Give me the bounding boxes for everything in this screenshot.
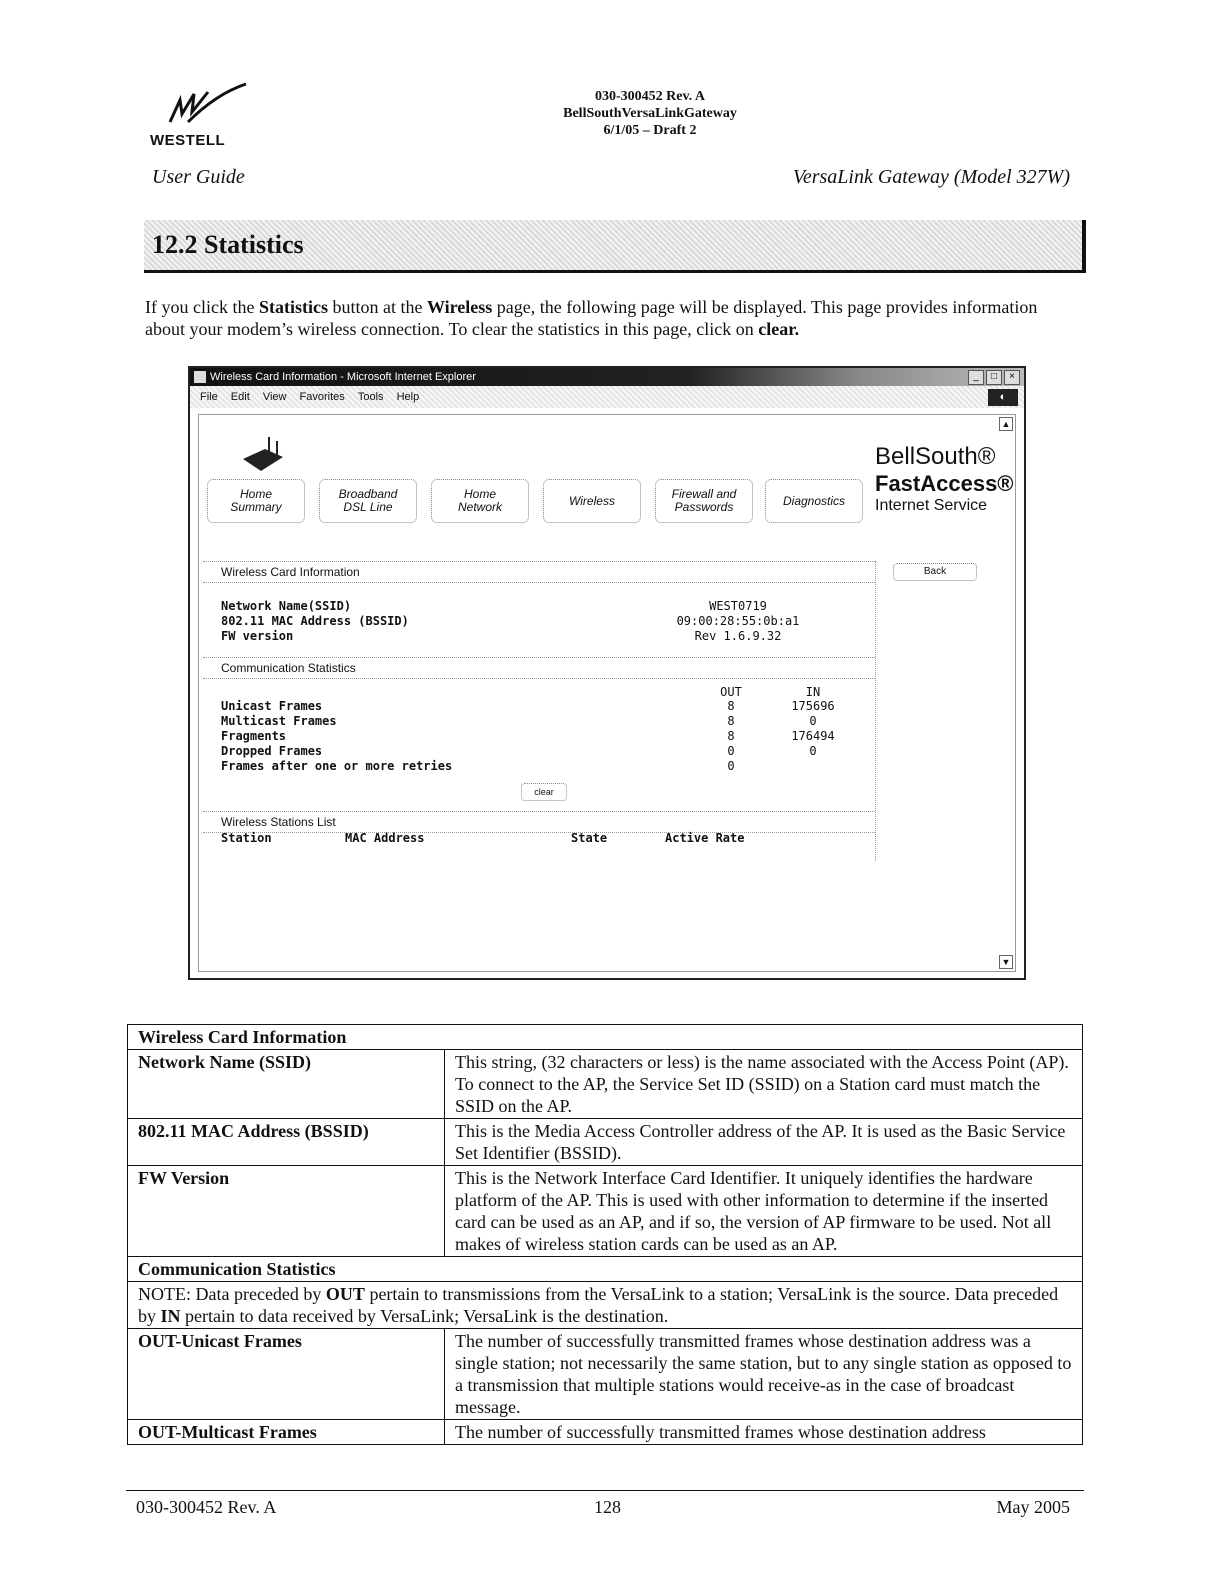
menu-bar <box>190 386 1024 408</box>
logo-text: WESTELL <box>150 132 226 149</box>
close-icon[interactable]: × <box>1004 370 1020 385</box>
doc-date: 6/1/05 – Draft 2 <box>603 123 697 138</box>
brand-fastaccess: FastAccess® <box>875 471 1014 496</box>
doc-number: 030-300452 Rev. A <box>594 89 706 104</box>
nav-home-summary[interactable]: Home Summary <box>207 479 305 523</box>
col-mac-address: MAC Address <box>345 831 425 845</box>
card-info-values: WEST0719 09:00:28:55:0b:a1 Rev 1.6.9.32 <box>676 599 800 643</box>
brand-bellsouth: BellSouth® <box>875 443 996 470</box>
window-controls <box>968 370 1020 385</box>
clear-button[interactable]: clear <box>521 783 567 801</box>
row-key: Network Name (SSID) <box>128 1050 445 1119</box>
row-key: OUT-Unicast Frames <box>128 1329 445 1420</box>
intro-text-3: page, the following page will be displayed. This page provides information about your modem’s wireless connection. To clear the statistics in this page, click on <box>145 297 1038 339</box>
card-info-labels: Network Name(SSID) 802.11 MAC Address (BSSID) FW version <box>221 599 409 643</box>
table-row <box>128 1050 1083 1119</box>
maximize-icon[interactable]: □ <box>986 370 1002 385</box>
row-desc: This is the Network Interface Card Identifier. It uniquely identifies the hardware platform of the AP. This is used with other information to determine if the inserted card can be used as an AP, and if so, the version of AP firmware to be used. Not all makes of wireless station cards can be used as an AP. <box>445 1166 1083 1257</box>
footer-doc-number: 030-300452 Rev. A <box>136 1497 277 1517</box>
section-banner <box>144 220 1086 273</box>
minimize-icon[interactable]: _ <box>968 370 984 385</box>
col-station: Station <box>221 831 272 845</box>
menu-edit[interactable]: Edit <box>230 391 250 403</box>
intro-bold-wireless: Wireless <box>426 297 493 317</box>
intro-text-1: If you click the <box>145 297 259 317</box>
intro-text-2: button at the <box>327 297 427 317</box>
scroll-down-icon[interactable]: ▼ <box>999 955 1013 969</box>
footer-date: May 2005 <box>996 1497 1070 1517</box>
table-section-row <box>128 1257 1083 1282</box>
westell-swoosh-icon <box>168 82 248 130</box>
statistics-description-table <box>127 1024 1083 1445</box>
menu-tools[interactable]: Tools <box>357 391 384 403</box>
note-text-1: NOTE: Data preceded by <box>138 1284 326 1304</box>
section-title: Statistics <box>204 230 304 259</box>
stat-labels: Unicast Frames Multicast Frames Fragments Dropped Frames Frames after one or more retries <box>221 699 453 773</box>
in-values: 175696 0 176494 0 <box>791 699 835 758</box>
browser-window <box>188 366 1026 980</box>
nav-diagnostics[interactable]: Diagnostics <box>765 479 863 523</box>
table-section-row <box>128 1025 1083 1050</box>
table-row <box>128 1119 1083 1166</box>
right-running-title: VersaLink Gateway (Model 327W) <box>792 166 1070 188</box>
ie-throbber-icon: ◐ <box>988 389 1018 406</box>
brand-internet-service: Internet Service <box>875 497 988 514</box>
scroll-up-icon[interactable]: ▲ <box>999 417 1013 431</box>
row-key: 802.11 MAC Address (BSSID) <box>128 1119 445 1166</box>
nav-wireless[interactable]: Wireless <box>543 479 641 523</box>
card-info-heading: Wireless Card Information <box>203 561 875 583</box>
intro-bold-statistics: Statistics <box>258 297 328 317</box>
nav-broadband-dsl[interactable]: Broadband DSL Line <box>319 479 417 523</box>
page-number: 128 <box>594 1497 621 1517</box>
row-key: FW Version <box>128 1166 445 1257</box>
note-cell <box>128 1282 1083 1329</box>
footer-rule <box>126 1490 1084 1491</box>
wireless-stats-panel <box>203 561 876 861</box>
document-header <box>470 88 830 139</box>
menu-help[interactable]: Help <box>396 391 420 403</box>
bellsouth-brand <box>875 443 1014 515</box>
comm-stats-heading: Communication Statistics <box>203 657 875 679</box>
browser-content <box>198 414 1016 972</box>
ie-window-icon <box>194 371 206 383</box>
intro-paragraph <box>145 296 1080 340</box>
stations-list-heading: Wireless Stations List <box>203 811 875 833</box>
section-comm-stats: Communication Statistics <box>128 1257 1083 1282</box>
westell-logo <box>150 82 260 152</box>
table-row <box>128 1420 1083 1445</box>
section-heading <box>152 230 304 260</box>
note-text-3: pertain to data received by VersaLink; VersaLink is the destination. <box>180 1306 669 1326</box>
intro-bold-clear: clear. <box>758 319 800 339</box>
out-header: OUT <box>720 685 742 699</box>
out-values: 8 8 8 0 0 <box>727 699 735 773</box>
left-running-title: User Guide <box>152 166 245 188</box>
row-desc: This is the Media Access Controller address of the AP. It is used as the Basic Service Set Identifier (BSSID). <box>445 1119 1083 1166</box>
menu-file[interactable]: File <box>200 391 218 403</box>
row-key: OUT-Multicast Frames <box>128 1420 445 1445</box>
note-bold-out: OUT <box>325 1284 365 1304</box>
col-state: State <box>571 831 608 845</box>
back-button[interactable]: Back <box>893 563 977 581</box>
nav-firewall-passwords[interactable]: Firewall and Passwords <box>655 479 753 523</box>
window-titlebar <box>190 368 1024 386</box>
menu-view[interactable]: View <box>262 391 287 403</box>
row-desc: The number of successfully transmitted frames whose destination address <box>445 1420 1083 1445</box>
in-header: IN <box>805 685 821 699</box>
window-title: Wireless Card Information - Microsoft Internet Explorer <box>210 371 476 383</box>
doc-name: BellSouthVersaLinkGateway <box>563 106 737 121</box>
section-number: 12.2 <box>152 230 198 259</box>
table-row <box>128 1329 1083 1420</box>
note-text-2: pertain to transmissions from the VersaLink to a station; VersaLink is the source. Data preceded by <box>138 1284 1059 1326</box>
row-desc: The number of successfully transmitted frames whose destination address was a single station; not necessarily the same station, but to any single station as opposed to a transmission that multiple stations would receive-as in the case of broadcast message. <box>445 1329 1083 1420</box>
menu-favorites[interactable]: Favorites <box>299 391 345 403</box>
router-icon <box>241 437 285 477</box>
table-row <box>128 1166 1083 1257</box>
col-active-rate: Active Rate <box>665 831 745 845</box>
section-wireless-card-info: Wireless Card Information <box>128 1025 1083 1050</box>
table-note-row <box>128 1282 1083 1329</box>
note-bold-in: IN <box>160 1306 181 1326</box>
row-desc: This string, (32 characters or less) is the name associated with the Access Point (AP). To connect to the AP, the Service Set ID (SSID) on a Station card must match the SSID on the AP. <box>445 1050 1083 1119</box>
nav-home-network[interactable]: Home Network <box>431 479 529 523</box>
